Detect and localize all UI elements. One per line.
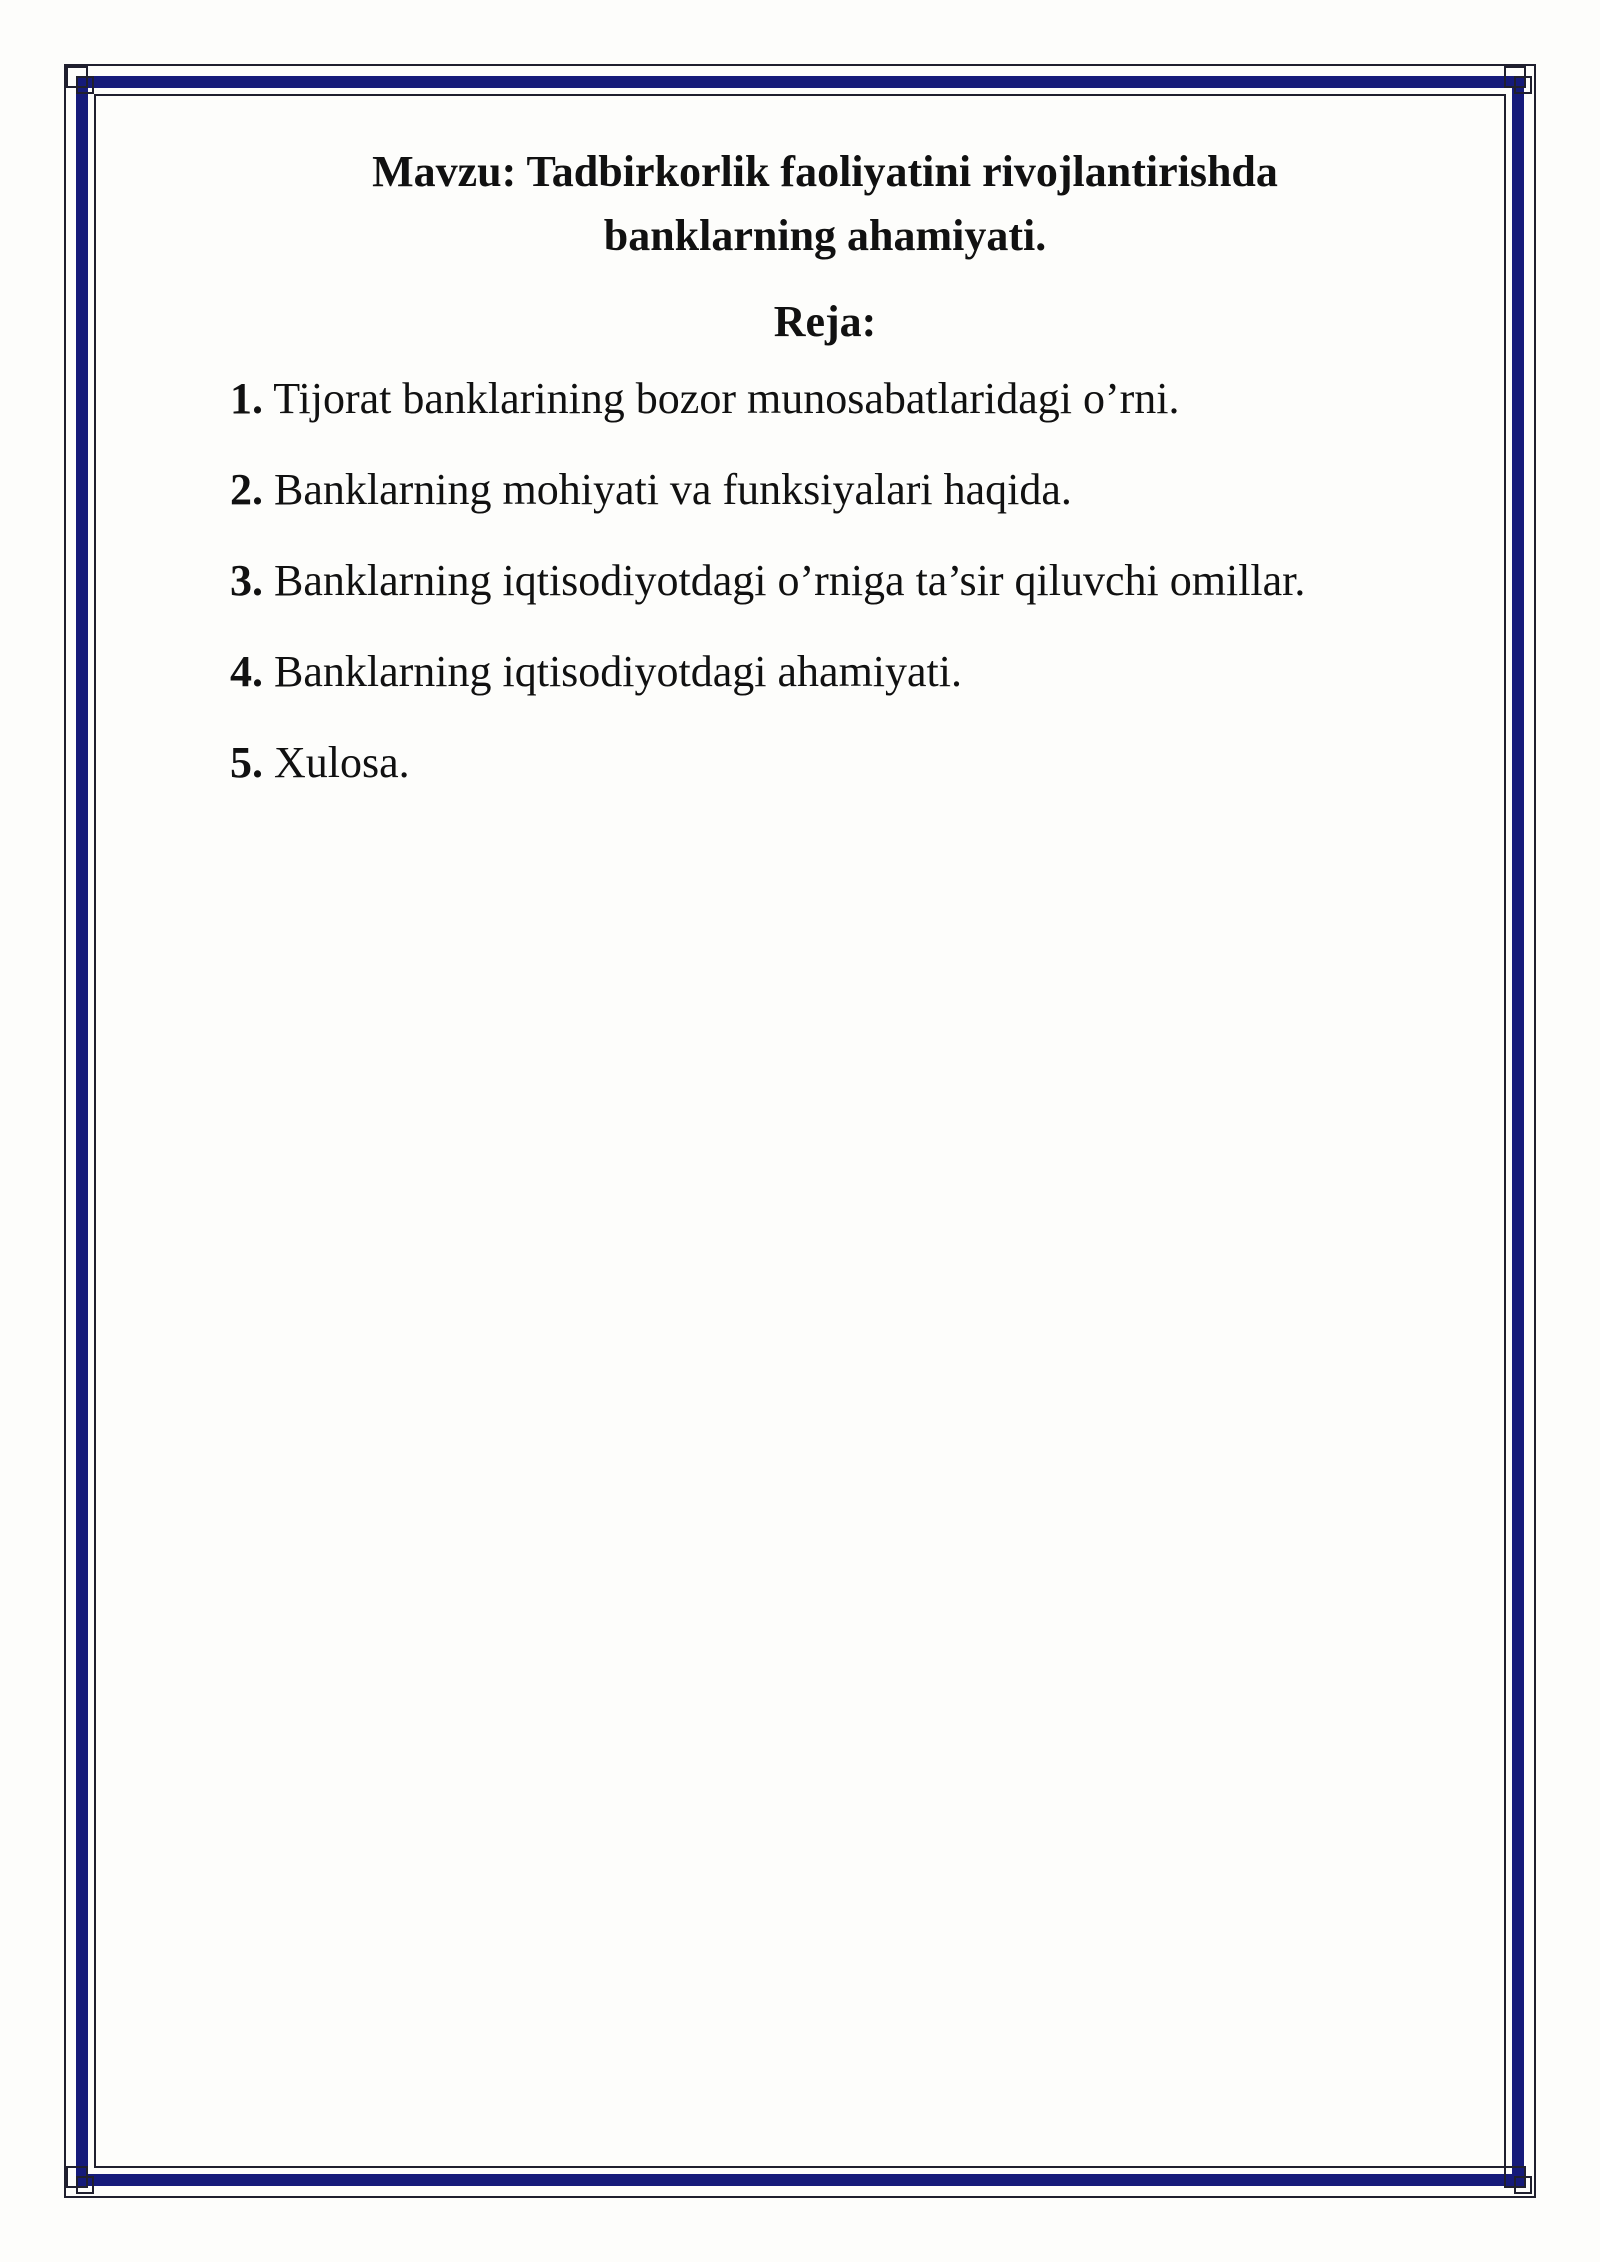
plan-item-number: 1.	[230, 374, 263, 423]
plan-item-number: 4.	[230, 647, 263, 696]
plan-item-number: 5.	[230, 738, 263, 787]
plan-item-text: Xulosa.	[274, 738, 410, 787]
plan-list	[230, 373, 1450, 789]
plan-item-number: 3.	[230, 556, 263, 605]
plan-item-text: Banklarning iqtisodiyotdagi o’rniga ta’sir qiluvchi omillar.	[274, 556, 1306, 605]
plan-item	[230, 373, 1450, 425]
plan-item-number: 2.	[230, 465, 263, 514]
plan-item	[230, 464, 1450, 516]
plan-item	[230, 555, 1450, 607]
plan-item-text: Banklarning mohiyati va funksiyalari haqida.	[274, 465, 1072, 514]
corner-ornament-top-left	[66, 66, 96, 96]
plan-item	[230, 737, 1450, 789]
corner-ornament-top-right	[1504, 66, 1534, 96]
corner-ornament-bottom-left	[66, 2166, 96, 2196]
page-title: Mavzu: Tadbirkorlik faoliyatini rivojlantirishda banklarning ahamiyati.	[372, 147, 1278, 260]
plan-item	[230, 646, 1450, 698]
corner-ornament-bottom-right	[1504, 2166, 1534, 2196]
plan-item-text: Tijorat banklarining bozor munosabatlaridagi o’rni.	[273, 374, 1180, 423]
document-body	[150, 140, 1450, 828]
plan-item-text: Banklarning iqtisodiyotdagi ahamiyati.	[274, 647, 962, 696]
plan-heading: Reja:	[773, 297, 877, 346]
